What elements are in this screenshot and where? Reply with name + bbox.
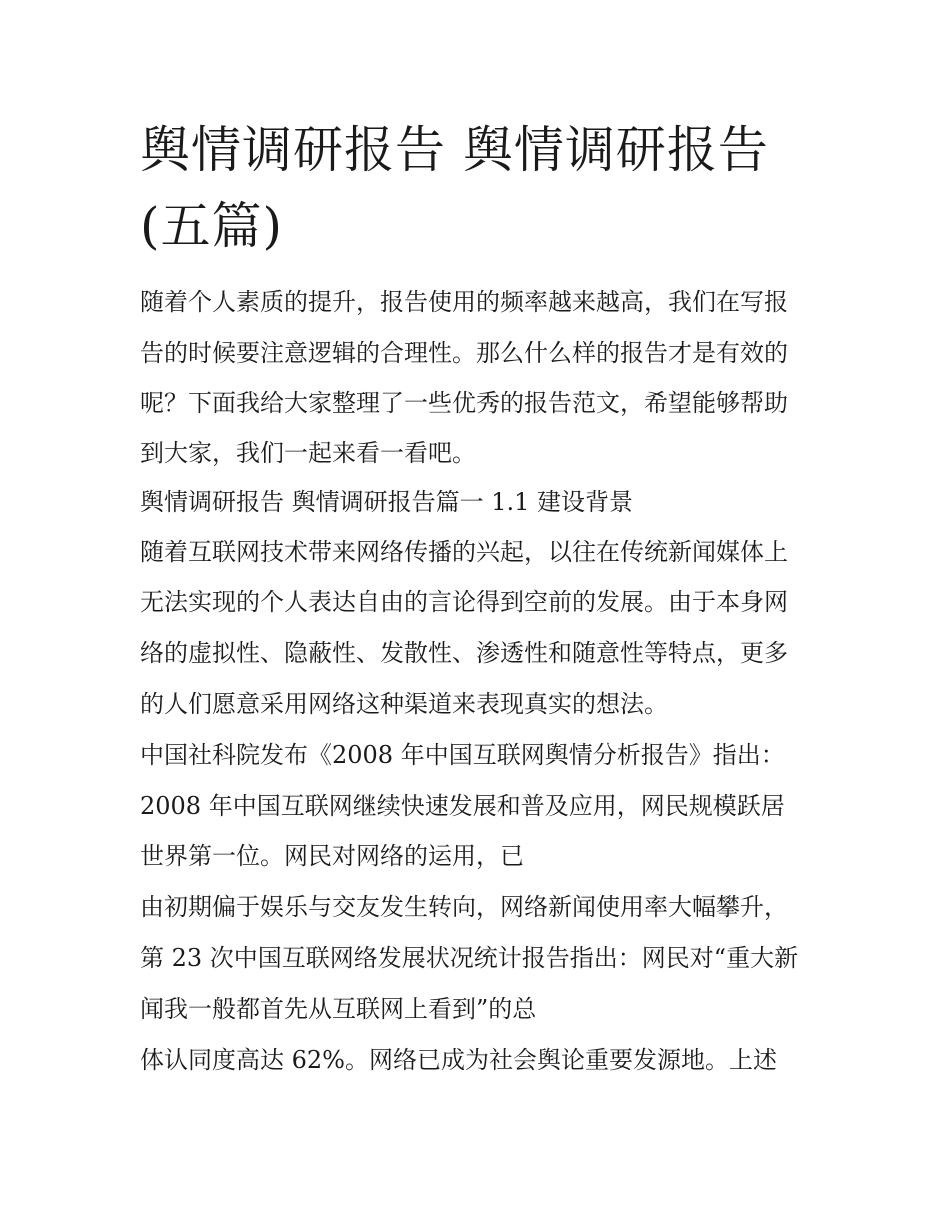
paragraph-line: 络的虚拟性、隐蔽性、发散性、渗透性和随意性等特点，更多 (140, 639, 788, 667)
paragraph-line: 告的时候要注意逻辑的合理性。那么什么样的报告才是有效的 (140, 339, 788, 367)
title-line: (五篇) (140, 197, 284, 255)
title-line: 舆情调研报告 舆情调研报告 (140, 121, 769, 179)
paragraph-line: 闻我一般都首先从互联网上看到”的总 (140, 995, 537, 1023)
paragraph-line: 呢？下面我给大家整理了一些优秀的报告范文，希望能够帮助 (140, 389, 788, 417)
paragraph-line: 体认同度高达 62%。网络已成为社会舆论重要发源地。上述 (140, 1046, 777, 1074)
section-heading: 舆情调研报告 舆情调研报告篇一 1.1 建设背景 (140, 488, 634, 516)
paragraph-line: 2008 年中国互联网继续快速发展和普及应用，网民规模跃居 (140, 792, 785, 820)
paragraph-line: 随着个人素质的提升，报告使用的频率越来越高，我们在写报 (140, 288, 788, 316)
paragraph-line: 随着互联网技术带来网络传播的兴起，以往在传统新闻媒体上 (140, 538, 788, 566)
paragraph-line: 第 23 次中国互联网络发展状况统计报告指出：网民对“重大新 (140, 944, 799, 972)
paragraph-line: 无法实现的个人表达自由的言论得到空前的发展。由于本身网 (140, 588, 788, 616)
document-title (140, 112, 820, 264)
paragraph-line: 世界第一位。网民对网络的运用，已 (140, 842, 524, 870)
paragraph-line: 由初期偏于娱乐与交友发生转向，网络新闻使用率大幅攀升， (140, 893, 788, 921)
paragraph-line: 中国社科院发布《2008 年中国互联网舆情分析报告》指出： (140, 741, 785, 769)
paragraph-line: 到大家，我们一起来看一看吧。 (140, 439, 476, 467)
paragraph-line: 的人们愿意采用网络这种渠道来表现真实的想法。 (140, 690, 668, 718)
